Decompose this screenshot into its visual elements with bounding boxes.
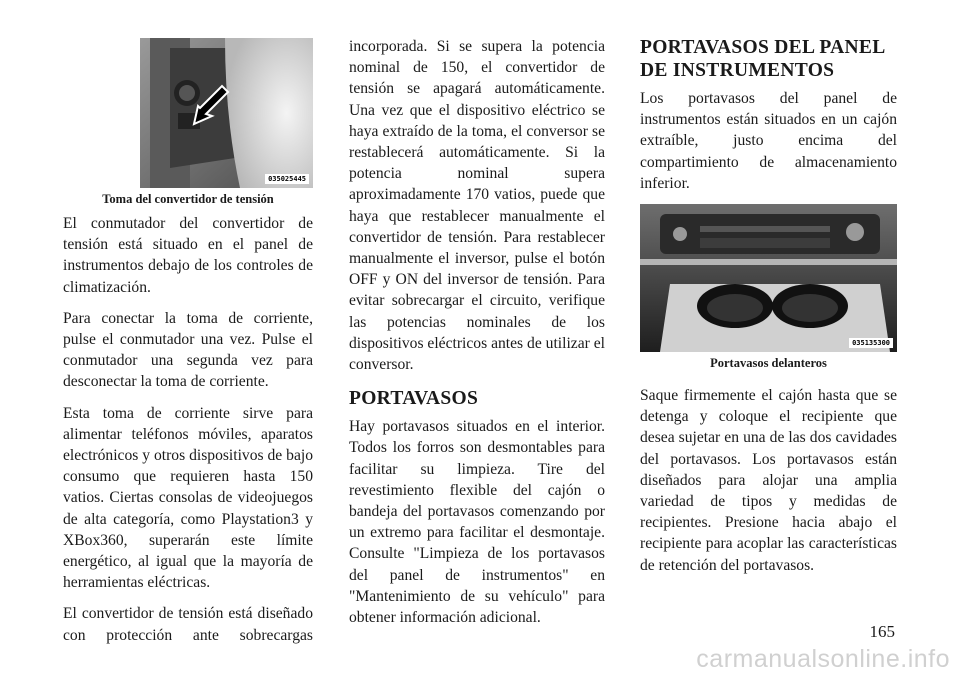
column-1	[63, 38, 313, 656]
front-cupholders-illustration	[640, 204, 897, 352]
paragraph: Los portavasos del panel de instrumentos están situados en un cajón extraíble, justo encima del compartimiento de almacenamiento inferior.	[640, 90, 897, 192]
paragraph: El convertidor de tensión está diseñado con protección ante sobrecargas	[63, 605, 313, 644]
paragraph: Hay portavasos situados en el interior. Todos los forros son desmontables para facilitar su limpieza. Tire del revestimiento flexible del cajón o bandeja del portavasos comenzando por un extremo para facilitar el desmontaje. Consulte "Limpieza de los portavasos del panel de instrumentos" en "Mantenimiento de su vehículo" para obtener información adicional.	[349, 418, 605, 627]
section-heading: PORTAVASOS DEL PANEL DE INSTRUMENTOS	[640, 37, 885, 81]
paragraph: El conmutador del convertidor de tensión está situado en el panel de instrumentos debajo de los controles de climatización.	[63, 215, 313, 296]
paragraph: incorporada. Si se supera la potencia nominal de 150, el convertidor de tensión se apagará automáticamente. Una vez que el dispositivo eléctrico se haya extraído de la toma, el conversor se restablecerá automáticamente. Si la potencia nominal supera aproximadamente 170 vatios, puede que haya que restablecer manualmente el convertidor de tensión. Para restablecer manualmente el inversor, pulse el botón OFF y ON del inversor de tensión. Para evitar sobrecargar el circuito, verifique las potencias nominales de los dispositivos eléctricos antes de utilizar el conversor.	[349, 38, 605, 374]
column-2	[349, 36, 605, 638]
figure-caption: Toma del convertidor de tensión	[102, 192, 274, 206]
paragraph: Saque firmemente el cajón hasta que se detenga y coloque el recipiente que desea sujetar en una de las dos cavidades del portavasos. Los portavasos están diseñados para alojar una amplia variedad de tipos y medidas de recipientes. Presione hacia abajo el recipiente para acoplar las características de retención del portavasos.	[640, 387, 897, 574]
cupholder-photo	[640, 204, 897, 352]
voltage-inverter-outlet-photo	[140, 38, 313, 188]
figure-caption: Portavasos delanteros	[710, 356, 827, 371]
section-heading: PORTAVASOS	[349, 388, 479, 410]
voltage-inverter-outlet-illustration	[140, 38, 313, 188]
image-id-label: 035135300	[849, 338, 893, 348]
paragraph: Esta toma de corriente sirve para alimentar teléfonos móviles, aparatos electrónicos y otros dispositivos de bajo consumo que requieren hasta 150 vatios. Ciertas consolas de videojuegos de alta categoría, como Playstation3 y XBox360, superarán este límite energético, al igual que la mayoría de herramientas eléctricas.	[63, 404, 313, 592]
page-number: 165	[869, 622, 895, 641]
paragraph: Para conectar la toma de corriente, pulse el conmutador una vez. Pulse el conmutador una segunda vez para desconectar la toma de corriente.	[63, 309, 313, 391]
watermark-text: carmanualsonline.info	[696, 645, 950, 673]
column-3	[640, 36, 897, 586]
image-id-label: 035025445	[265, 174, 309, 184]
